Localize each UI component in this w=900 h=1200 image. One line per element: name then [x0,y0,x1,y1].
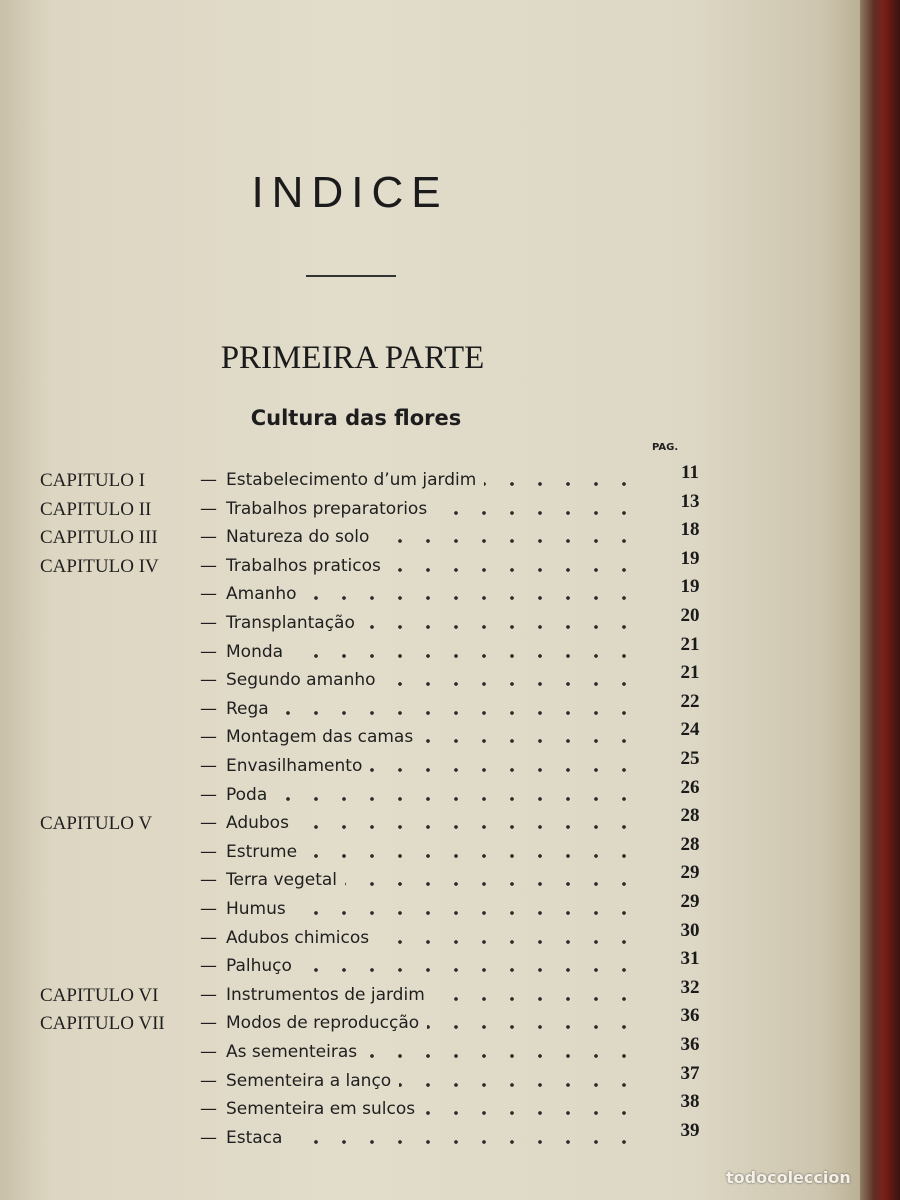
watermark: todocoleccion [726,1168,851,1187]
entry-dash: — [200,470,217,490]
page-number: 20 [680,605,700,626]
page-number: 19 [680,576,700,598]
entry-title: Envasilhamento [226,756,363,776]
entry-dash: — [200,555,217,576]
chapter-label: CAPITULO VII [40,1013,165,1035]
entry-title: Terra vegetal [226,870,338,891]
entry-dash: — [200,1099,217,1120]
dot-leader [345,880,638,888]
toc-row [0,490,860,527]
entry-dash: — [200,784,217,805]
entry-dash: — [200,1013,217,1034]
entry-dash: — [200,899,217,919]
page-number: 37 [680,1062,700,1084]
entry-title: Estrume [226,841,298,862]
dot-leader [363,623,638,631]
toc-row [0,662,860,698]
page-number: 30 [680,919,700,941]
entry-dash: — [200,927,217,948]
entry-title: Estaca [226,1127,283,1148]
entry-title: Adubos chimicos [226,927,370,948]
entry-title: Instrumentos de jardim [226,984,425,1005]
dot-leader [435,509,638,517]
dot-leader [384,680,638,688]
entry-dash: — [200,613,217,633]
chapter-label: CAPITULO II [40,498,152,520]
toc-row [0,576,860,612]
section-title: Cultura das flores [250,406,462,430]
entry-dash: — [200,870,217,891]
entry-dash: — [200,756,217,776]
toc-row [0,519,860,555]
toc-row [0,719,860,755]
entry-dash: — [200,956,217,977]
page-number: 26 [680,776,700,798]
entry-title: As sementeiras [226,1042,358,1062]
page-number: 19 [680,547,700,569]
page-number: 29 [680,862,700,884]
page-number: 18 [680,519,700,541]
entry-title: Natureza do solo [226,527,370,548]
toc-row [0,776,860,813]
page-number: 36 [680,1005,700,1027]
page-number: 31 [680,948,700,970]
toc-row [0,948,860,984]
dot-leader [399,1081,638,1089]
entry-dash: — [200,1127,217,1148]
entry-title: Trabalhos preparatorios [226,498,428,519]
dot-leader [305,594,638,602]
dot-leader [377,938,638,946]
chapter-label: CAPITULO IV [40,555,159,577]
entry-dash: — [200,641,217,662]
page-number: 11 [681,462,699,483]
entry-dash: — [200,698,217,719]
page-column-label: PAG. [652,442,679,453]
toc-row [0,1062,860,1099]
entry-title: Palhuço [226,956,292,977]
entry-dash: — [200,727,217,748]
dot-leader [297,823,638,831]
entry-title: Transplantação [226,613,355,633]
entry-title: Segundo amanho [226,670,376,691]
toc-row [0,605,860,641]
entry-title: Trabalhos praticos [226,555,381,576]
book-cover-edge [860,0,900,1200]
heading-divider [306,275,396,277]
dot-leader [300,966,638,974]
page-number: 21 [680,662,700,684]
toc-row [0,1005,860,1041]
page-number: 38 [680,1091,700,1113]
page-number: 21 [680,633,700,655]
toc-row [0,462,860,498]
entry-title: Sementeira a lanço [226,1070,392,1091]
chapter-label: CAPITULO I [40,470,146,491]
entry-dash: — [200,984,217,1005]
dot-leader [427,1023,638,1031]
entry-title: Poda [226,784,268,805]
dot-leader [290,1138,638,1146]
page-number: 24 [680,719,700,741]
entry-title: Modos de reproducção [226,1013,420,1034]
toc-row [0,862,860,898]
toc-row [0,1091,860,1127]
entry-dash: — [200,841,217,862]
entry-dash: — [200,527,217,548]
dot-leader [484,480,638,488]
toc-row [0,976,860,1013]
dot-leader [365,1052,638,1060]
dot-leader [277,709,638,717]
part-title: PRIMEIRA PARTE [220,340,485,376]
dot-leader [275,795,638,803]
entry-dash: — [200,813,217,834]
entry-title: Monda [226,641,284,662]
entry-dash: — [200,1070,217,1091]
entry-title: Amanho [226,584,297,605]
page-number: 28 [680,805,700,827]
index-heading: INDICE [251,168,449,217]
page-number: 29 [680,891,700,912]
chapter-label: CAPITULO VI [40,984,159,1006]
toc-row [0,1034,860,1070]
dot-leader [423,1109,638,1117]
dot-leader [421,737,638,745]
page-number: 32 [680,976,700,998]
dot-leader [389,566,638,574]
entry-dash: — [200,670,217,691]
entry-title: Estabelecimento d’um jardim [226,470,477,490]
dot-leader [370,766,638,774]
entry-dash: — [200,584,217,605]
page-number: 39 [680,1119,700,1141]
entry-title: Montagem das camas [226,727,414,748]
toc-row [0,690,860,727]
entry-dash: — [200,498,217,519]
dot-leader [291,652,638,660]
entry-title: Humus [226,899,286,919]
chapter-label: CAPITULO V [40,813,153,835]
page-number: 25 [680,748,700,769]
toc-row [0,748,860,784]
toc-row [0,1119,860,1156]
toc-row [0,805,860,841]
dot-leader [294,909,638,917]
page-number: 36 [680,1034,700,1055]
toc-row [0,547,860,584]
entry-dash: — [200,1042,217,1062]
toc-row [0,833,860,870]
chapter-label: CAPITULO III [40,527,158,549]
toc-row [0,919,860,956]
dot-leader [377,537,638,545]
entry-title: Sementeira em sulcos [226,1099,416,1120]
page-number: 13 [680,490,700,512]
dot-leader [433,995,638,1003]
toc-row [0,891,860,927]
entry-title: Rega [226,698,269,719]
dot-leader [305,852,638,860]
toc-row [0,633,860,670]
entry-title: Adubos [226,813,289,834]
page-number: 28 [680,833,700,855]
page-number: 22 [680,690,700,712]
